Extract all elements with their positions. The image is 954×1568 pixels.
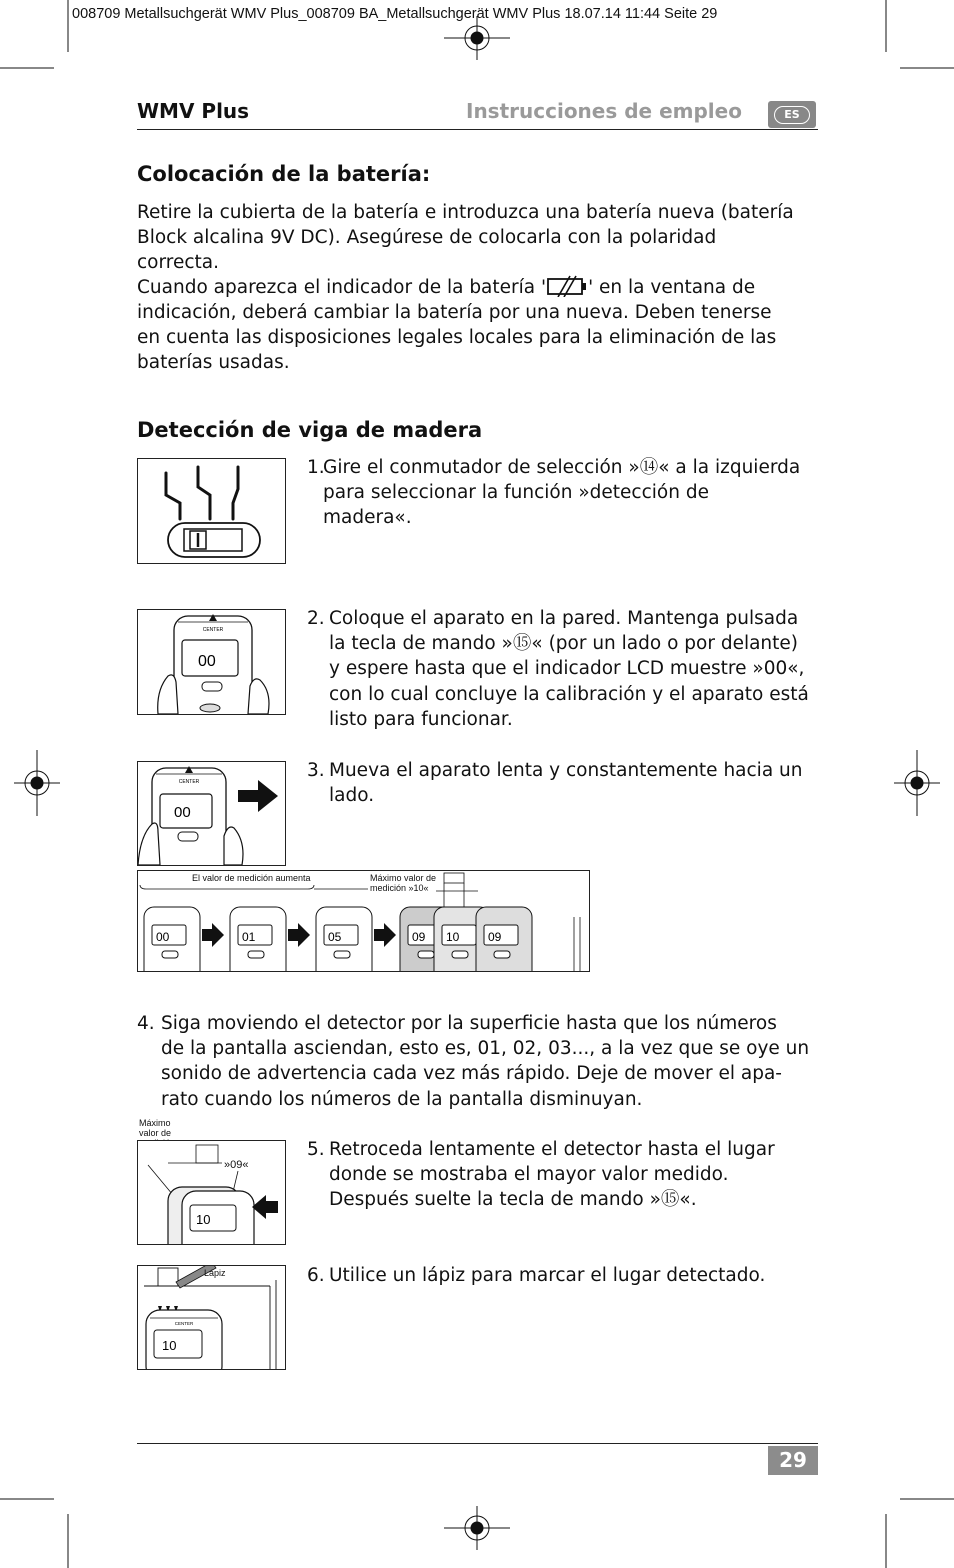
step-5: 5. Retroceda lentamente el detector hasta el lugar donde se mostraba el mayor valor medido. Después suelte la tecla de mando »⑮«. <box>307 1139 775 1211</box>
lcd-reading: 00 <box>198 653 216 670</box>
step-1: 1. Gire el conmutador de selección »⑭« a la izquierda para seleccionar la función »detección de madera«. <box>307 457 801 529</box>
battery-line-4: Cuando aparezca el indicador de la batería ' ' en la ventana de <box>137 277 756 298</box>
figure-pencil-mark <box>137 1265 286 1370</box>
seq-display-2: 01 <box>242 930 256 944</box>
seq-display-6: 09 <box>488 930 502 944</box>
battery-heading: Colocación de la batería: <box>137 162 431 186</box>
figure-return-max <box>137 1140 286 1245</box>
fig6-display: 10 <box>162 1338 177 1353</box>
figure-selector-switch <box>137 458 286 564</box>
seq-arrow-2-icon <box>288 923 310 947</box>
figure-device-calibration <box>137 609 286 715</box>
battery-line-6: en cuenta las disposiciones legales locales para la eliminación de las <box>137 327 777 348</box>
language-badge <box>768 101 816 128</box>
step-2: 2. Coloque el aparato en la pared. Mantenga pulsada la tecla de mando »⑮« (por un lado o por delante) y espere hasta que el indicador LCD muestre »00«, con lo cual concluye la calibración y el aparato está listo para funcionar. <box>307 608 809 730</box>
step-6: 6. Utilice un lápiz para marcar el lugar detectado. <box>307 1265 766 1286</box>
battery-line-1: Retire la cubierta de la batería e introduzca una batería nueva (batería <box>137 202 794 223</box>
seq-device-1 <box>144 907 200 971</box>
arrow-left-icon <box>252 1195 278 1219</box>
language-code: ES <box>774 106 810 124</box>
figure-sequence <box>137 870 590 972</box>
lcd-reading-3: 00 <box>174 804 191 821</box>
print-slug: 008709 Metallsuchgerät WMV Plus_008709 BA_Metallsuchgerät WMV Plus 18.07.14 11:44 Seite 29 <box>72 6 718 22</box>
registration-mark-right <box>894 750 940 816</box>
center-label-3: CENTER <box>178 779 200 785</box>
center-label-6: CENTER <box>174 1321 194 1326</box>
seq-label-max: Máximo valor de medición »10« <box>370 873 437 893</box>
device-hand-illustration <box>138 610 285 714</box>
sequence-illustration <box>138 871 589 971</box>
battery-line-2: Block alcalina 9V DC). Asegúrese de colocarla con la polaridad <box>137 227 717 248</box>
figure-move-device <box>137 761 286 866</box>
seq-display-4: 09 <box>412 930 426 944</box>
seq-display-3: 05 <box>328 930 342 944</box>
center-label: CENTER <box>202 627 224 633</box>
fig5-label: Máximo valor de <box>139 1118 172 1138</box>
selector-switch-illustration <box>138 459 285 563</box>
header-rule <box>137 129 818 130</box>
seq-arrow-3-icon <box>374 923 396 947</box>
product-name: WMV Plus <box>137 99 250 123</box>
step-3: 3. Mueva el aparato lenta y constantemente hacia un lado. <box>307 760 803 807</box>
registration-mark-left <box>14 750 60 816</box>
pencil-mark-illustration <box>138 1266 285 1369</box>
seq-device-2 <box>230 907 286 971</box>
wood-heading: Detección de viga de madera <box>137 418 483 442</box>
registration-mark-bottom <box>444 1506 510 1550</box>
section-title: Instrucciones de empleo <box>466 99 742 123</box>
arrow-right-icon <box>238 780 278 812</box>
low-battery-icon <box>546 275 588 297</box>
battery-line-3: correcta. <box>137 252 219 273</box>
return-max-illustration <box>138 1141 285 1244</box>
seq-display-5: 10 <box>446 930 460 944</box>
page-number: 29 <box>768 1446 818 1475</box>
seq-device-3 <box>316 907 372 971</box>
fig5-value: »09« <box>224 1159 249 1171</box>
seq-device-6 <box>476 907 532 971</box>
fig5-display: 10 <box>196 1212 211 1227</box>
footer-rule <box>137 1443 818 1444</box>
registration-mark-top <box>444 16 510 60</box>
seq-display-1: 00 <box>156 930 170 944</box>
seq-arrow-1-icon <box>202 923 224 947</box>
seq-label-rising: El valor de medición aumenta <box>192 873 311 883</box>
device-move-illustration <box>138 762 285 865</box>
battery-paragraph <box>137 200 822 375</box>
fig6-label: Lápiz <box>204 1268 226 1278</box>
step-4: 4. Siga moviendo el detector por la superficie hasta que los números de la pantalla asciendan, esto es, 01, 02, 03..., a la vez que se oye un sonido de advertencia cada vez más rápido. Deje de mover el apa- rato cuando los números de la pantalla disminuyan. <box>137 1013 810 1110</box>
battery-line-7: baterías usadas. <box>137 352 290 373</box>
battery-line-5: indicación, deberá cambiar la batería por una nueva. Deben tenerse <box>137 302 772 323</box>
